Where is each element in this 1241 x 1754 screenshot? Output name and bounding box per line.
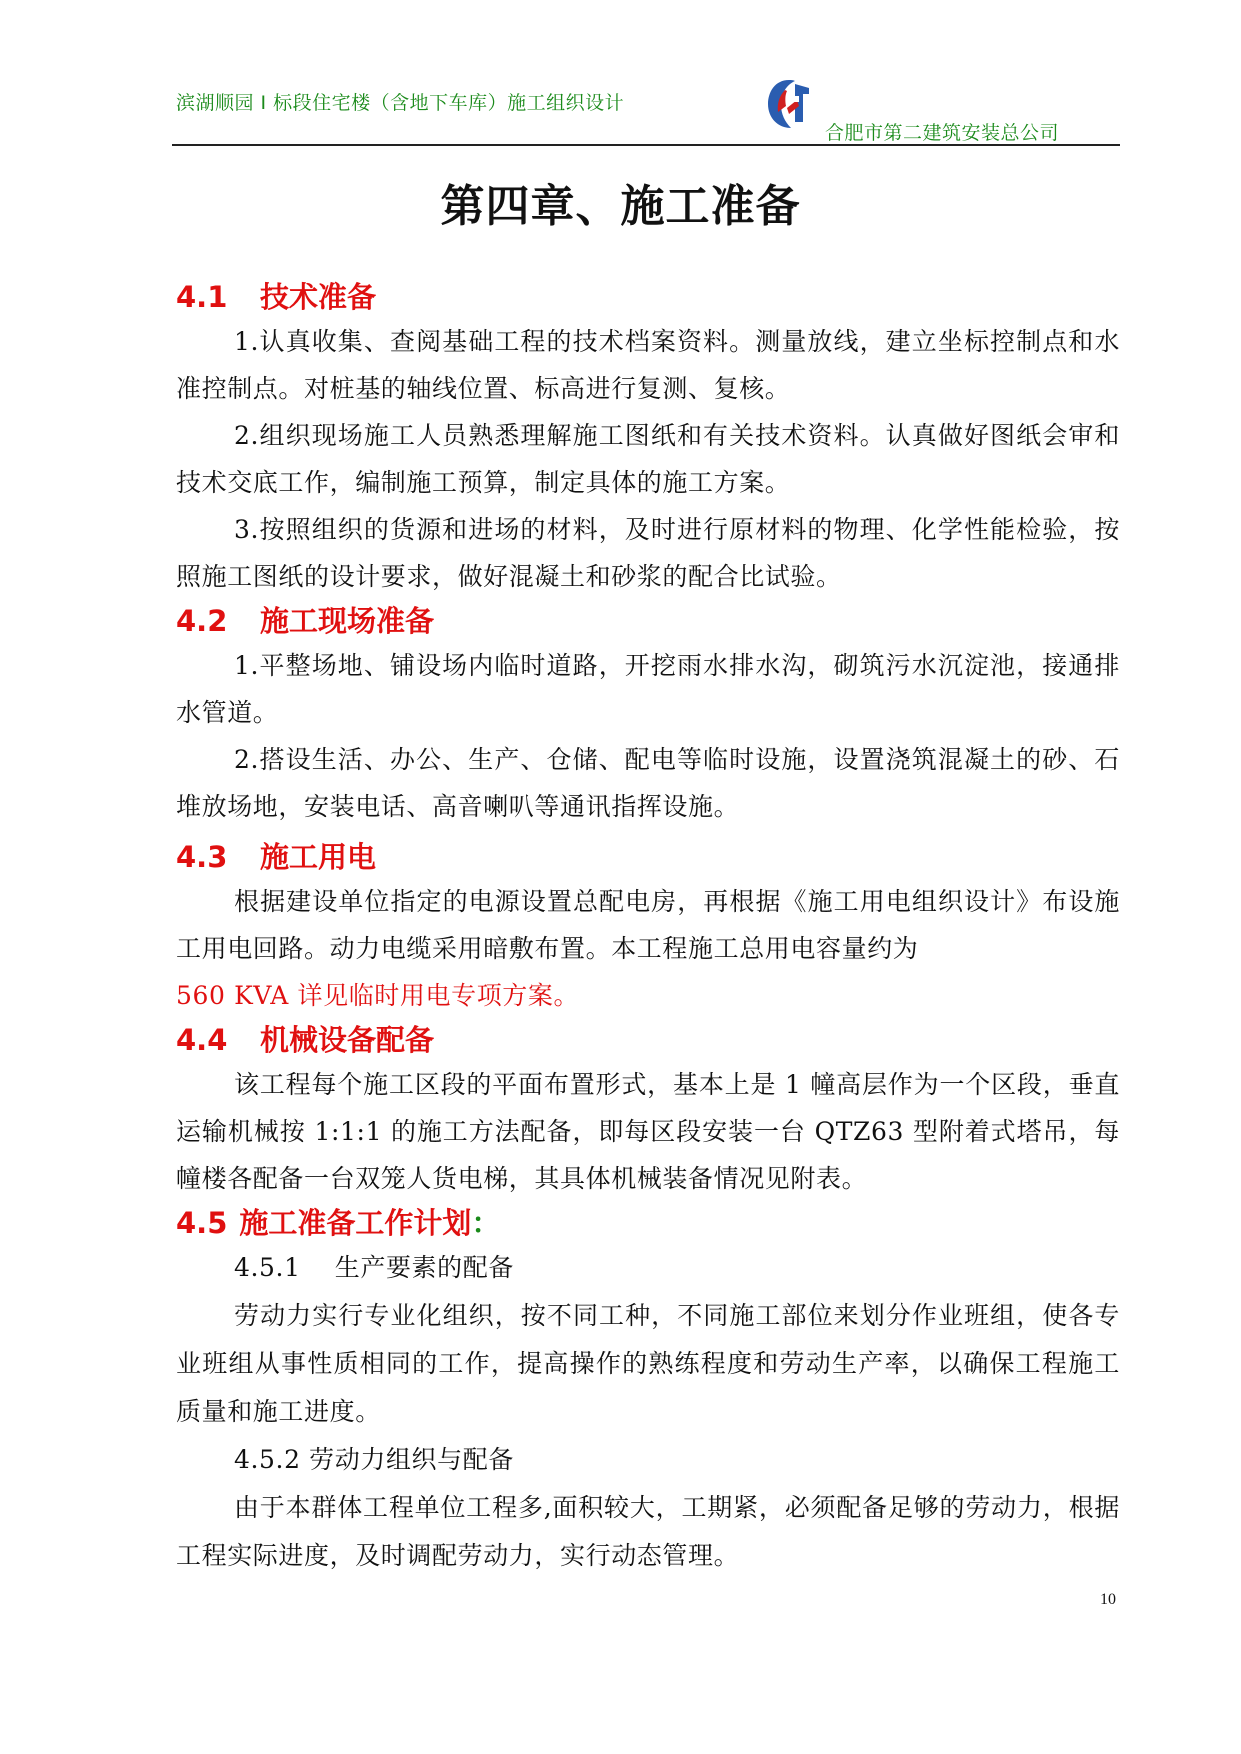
section-colon: ： [471, 1206, 501, 1240]
section-title: 施工用电 [260, 840, 377, 874]
paragraph: 2.组织现场施工人员熟悉理解施工图纸和有关技术资料。认真做好图纸会审和技术交底工作，编制施工预算，制定具体的施工方案。 [176, 421, 1120, 497]
paragraph: 由于本群体工程单位工程多,面积较大，工期紧，必须配备足够的劳动力，根据工程实际进度，及时调配劳动力，实行动态管理。 [176, 1493, 1120, 1570]
section-heading-4-4 [176, 1019, 1120, 1061]
section-heading-4-2 [176, 600, 1120, 642]
section-number: 4.2 [176, 604, 228, 638]
paragraph: 3.按照组织的货源和进场的材料，及时进行原材料的物理、化学性能检验，按照施工图纸的设计要求，做好混凝土和砂浆的配合比试验。 [176, 515, 1120, 591]
paragraph-highlight-red: 560 KVA 详见临时用电专项方案。 [176, 981, 580, 1010]
paragraph: 2.搭设生活、办公、生产、仓储、配电等临时设施，设置浇筑混凝土的砂、石堆放场地，安装电话、高音喇叭等通讯指挥设施。 [176, 745, 1120, 821]
paragraph-text: 根据建设单位指定的电源设置总配电房，再根据《施工用电组织设计》布设施工用电回路。动力电缆采用暗敷布置。本工程施工总用电容量约为 [176, 887, 1120, 963]
subsection-heading-4-5-1: 4.5.1 生产要素的配备 [234, 1253, 514, 1282]
paragraph [176, 878, 1120, 1019]
chapter-title: 第四章、施工准备 [440, 181, 801, 232]
section-number: 4.1 [176, 280, 228, 314]
paragraph: 劳动力实行专业化组织，按不同工种，不同施工部位来划分作业班组，使各专业班组从事性质相同的工作，提高操作的熟练程度和劳动生产率，以确保工程施工质量和施工进度。 [176, 1301, 1120, 1426]
header-divider [172, 144, 1120, 146]
section-title: 技术准备 [260, 280, 377, 314]
main-content [176, 276, 1120, 1580]
paragraph: 1.认真收集、查阅基础工程的技术档案资料。测量放线，建立坐标控制点和水准控制点。对桩基的轴线位置、标高进行复测、复核。 [176, 327, 1120, 403]
section-heading-4-5 [176, 1202, 1120, 1244]
paragraph: 该工程每个施工区段的平面布置形式，基本上是 1 幢高层作为一个区段，垂直运输机械按 1:1:1 的施工方法配备，即每区段安装一台 QTZ63 型附着式塔吊，每幢楼各配备一台双笼人货电梯，其具体机械装备情况见附表。 [176, 1070, 1120, 1193]
header-project-title: 滨湖顺园 I 标段住宅楼（含地下车库）施工组织设计 [176, 92, 625, 114]
paragraph: 1.平整场地、铺设场内临时道路，开挖雨水排水沟，砌筑污水沉淀池，接通排水管道。 [176, 651, 1120, 727]
page-number: 10 [1100, 1591, 1116, 1608]
section-number: 4.4 [176, 1023, 228, 1057]
company-logo-icon [765, 76, 813, 134]
section-heading-4-1 [176, 276, 1120, 318]
section-title: 施工准备工作计划 [239, 1206, 472, 1240]
section-number: 4.3 [176, 840, 228, 874]
section-title: 机械设备配备 [260, 1023, 435, 1057]
subsection-heading-4-5-2: 4.5.2 劳动力组织与配备 [234, 1445, 514, 1474]
header-company-name: 合肥市第二建筑安装总公司 [825, 122, 1060, 144]
section-title: 施工现场准备 [260, 604, 435, 638]
section-number: 4.5 [176, 1206, 228, 1240]
section-heading-4-3 [176, 836, 1120, 878]
